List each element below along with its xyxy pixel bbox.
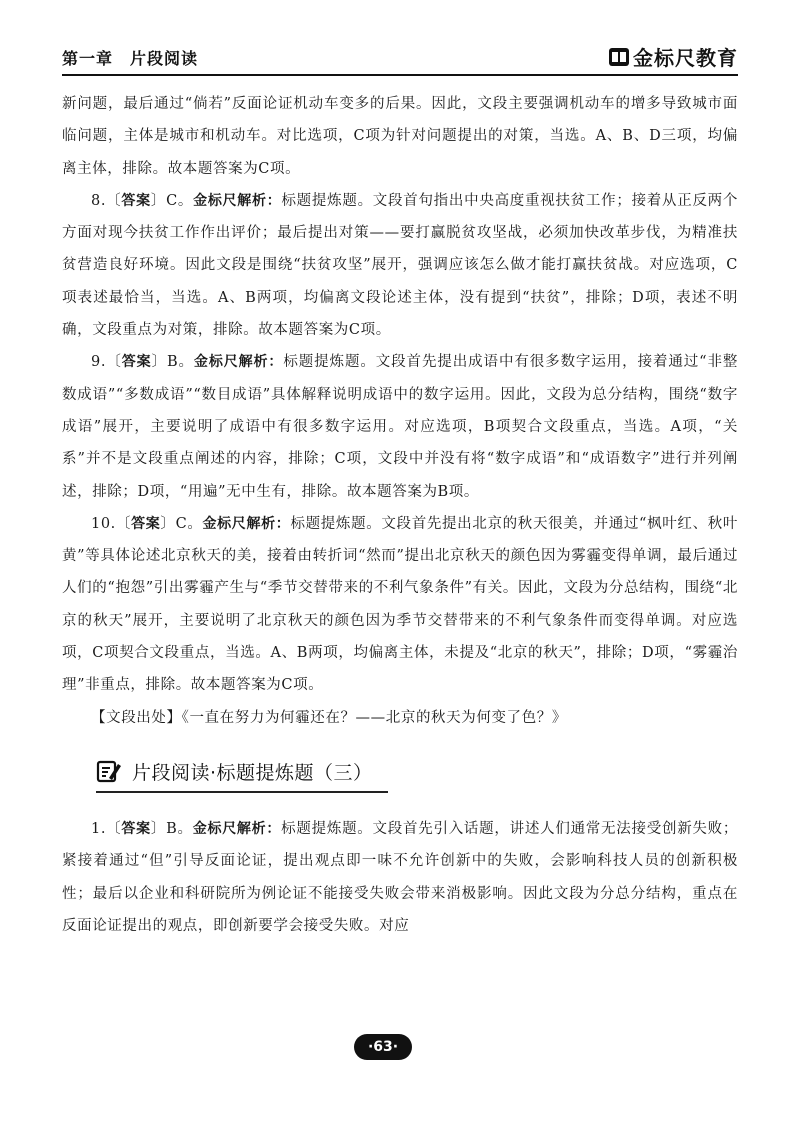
analysis-text: 标题提炼题。文段首先提出成语中有很多数字运用，接着通过“非整数成语”“多数成语”“数目成语”具体解释说明成语中的数字运用。因此，文段为总分结构，围绕“数字成语”展开，主要说明了成语中有很多数字运用。对应选项，B项契合文段重点，当选。A项，“关系”并不是文段重点阐述的内容，排除；C项，文段中并没有将“数字成语”和“成语数字”进行并列阐述，排除；D项，“用遍”无中生有，排除。故本题答案为B项。 [62,354,738,500]
answer-value: 〕C。 [160,515,203,532]
analysis-text: 标题提炼题。文段首先提出北京的秋天很美，并通过“枫叶红、秋叶黄”等具体论述北京秋天的美，接着由转折词“然而”提出北京秋天的颜色因为雾霾变得单调，最后通过人们的“抱怨”引出雾霾产生与“季节交替带来的不利气象条件”有关。因此，文段为分总结构，围绕“北京的秋天”展开，主要说明了北京秋天的颜色因为季节交替带来的不利气象条件而变得单调。对应选项，C项契合文段重点，当选。A、B两项，均偏离主体，未提及“北京的秋天”，排除；D项，“雾霾治理”非重点，排除。故本题答案为C项。 [62,515,739,694]
answer-paragraph-8 [62,185,738,346]
book-icon [608,46,630,68]
question-prefix: 1.〔 [91,820,122,837]
analysis-label: 金标尺解析： [193,192,282,209]
analysis-label: 金标尺解析： [202,515,291,532]
question-prefix: 10.〔 [91,515,132,532]
paragraph-continued [62,88,738,185]
answer-value: 〕B。 [150,820,193,837]
answer-value: 〕B。 [151,354,194,371]
analysis-label: 金标尺解析： [193,354,284,371]
answer-paragraph-10 [62,508,738,702]
section-heading [96,758,388,793]
edit-note-icon [96,758,122,784]
answer-paragraph-9 [62,346,738,507]
answer-label: 答案 [121,354,152,371]
answer-value: 〕C。 [150,192,194,209]
analysis-text: 标题提炼题。文段首句指出中央高度重视扶贫工作；接着从正反两个方面对现今扶贫工作作出评价；最后提出对策——要打赢脱贫攻坚战，必须加快改革步伐，为精准扶贫营造良好环境。因此文段是围绕“扶贫攻坚”展开，强调应该怎么做才能打赢扶贫战。对应选项，C项表述最恰当，当选。A、B两项，均偏离文段论述主体，没有提到“扶贫”，排除；D项，表述不明确，文段重点为对策，排除。故本题答案为C项。 [62,192,738,339]
page-header [62,40,738,76]
brand-logo [608,42,738,71]
answer-label: 答案 [121,192,151,209]
main-content [62,88,738,942]
answer-paragraph-1 [62,813,738,942]
source-citation [62,702,738,734]
paragraph-text: 新问题，最后通过“倘若”反面论证机动车变多的后果。因此，文段主要强调机动车的增多导致城市面临问题，主体是城市和机动车。对比选项，C项为针对问题提出的对策，当选。A、B、D三项，均偏离主体，排除。故本题答案为C项。 [62,96,738,177]
source-label: 【文段出处】 [91,709,182,726]
source-text: 《一直在努力为何霾还在？——北京的秋天为何变了色？》 [181,709,567,726]
analysis-label: 金标尺解析： [192,820,282,837]
question-prefix: 9.〔 [91,354,122,371]
answer-label: 答案 [121,820,151,837]
question-prefix: 8.〔 [91,192,122,209]
chapter-title: 第一章 片段阅读 [62,49,199,68]
brand-name: 金标尺教育 [633,46,738,70]
page-number: ·63· [354,1034,412,1060]
answer-label: 答案 [131,515,161,532]
analysis-text: 标题提炼题。文段首先引入话题，讲述人们通常无法接受创新失败；紧接着通过“但”引导反面论证，提出观点即一味不允许创新中的失败，会影响科技人员的创新积极性；最后以企业和科研院所为例论证不能接受失败会带来消极影响。因此文段为分总分结构，重点在反面论证提出的观点，即创新要学会接受失败。对应 [62,820,738,934]
section-title: 片段阅读·标题提炼题（三） [132,761,373,784]
